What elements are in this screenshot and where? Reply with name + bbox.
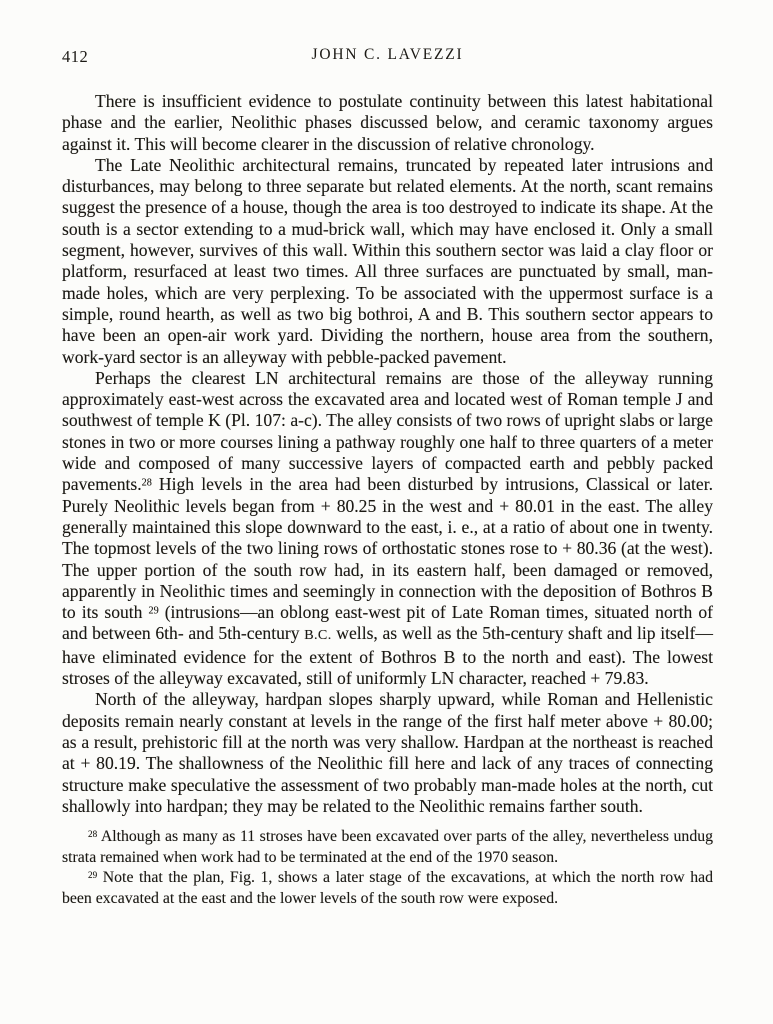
page-header <box>62 46 713 68</box>
body-paragraph <box>62 368 713 689</box>
small-caps-text: B.C. <box>304 627 332 644</box>
text-run: Although as many as 11 stroses have been excavated over parts of the alley, nevertheless undug strata remained when work had to be terminated at the end of the 1970 season. <box>62 828 714 866</box>
text-run: wells, as well as the 5th-century shaft and lip itself—have eliminated evidence for the extent of Bothros B to the north and east). The lowest stroses of the alleyway excavated, still of uniformly LN character, reached + 79.83. <box>62 623 713 689</box>
footnotes-section <box>62 827 713 909</box>
body-paragraph <box>62 155 713 368</box>
running-head-author: JOHN C. LAVEZZI <box>311 46 464 63</box>
page-number: 412 <box>62 47 89 66</box>
footnote-marker: 28 <box>88 828 98 839</box>
article-body <box>62 91 713 817</box>
text-run: Perhaps the clearest LN architectural remains are those of the alleyway running approximately east-west across the excavated area and located west of Roman temple J and southwest of temple K (Pl. 107: a-c). The alley consists of two rows of upright slabs or large stones in two or more courses lining a pathway roughly one half to three quarters of a meter wide and composed of many successive layers of compacted earth and pebbly packed pavements. <box>62 367 713 495</box>
footnote <box>62 868 713 909</box>
text-run: There is insufficient evidence to postulate continuity between this latest habitational phase and the earlier, Neolithic phases discussed below, and ceramic taxonomy argues against it. This will become clearer in the discussion of relative chronology. <box>62 91 713 154</box>
footnote-marker: 29 <box>88 870 98 881</box>
text-run: The Late Neolithic architectural remains, truncated by repeated later intrusions and disturbances, may belong to three separate but related elements. At the north, scant remains suggest the presence of a house, though the area is too destroyed to indicate its shape. At the south is a sector extending to a mud-brick wall, which may have enclosed it. Only a small segment, however, survives of this wall. Within this southern sector was laid a clay floor or platform, resurfaced at least two times. All three surfaces are punctuated by small, man-made holes, which are very perplexing. To be associated with the uppermost surface is a simple, round hearth, as well as two big bothroi, A and B. This southern sector appears to have been an open-air work yard. Dividing the northern, house area from the southern, work-yard sector is an alleyway with pebble-packed pavement. <box>62 154 713 367</box>
footnote-reference: 28 <box>141 477 152 489</box>
body-paragraph <box>62 689 713 817</box>
footnote <box>62 827 713 868</box>
footnote-reference: 29 <box>148 605 159 617</box>
text-run: North of the alleyway, hardpan slopes sharply upward, while Roman and Hellenistic deposits remain nearly constant at levels in the range of the first half meter above + 80.00; as a result, prehistoric fill at the north was very shallow. Hardpan at the northeast is reached at + 80.19. The shallowness of the Neolithic fill here and lack of any traces of connecting structure make speculative the assessment of two probably man-made holes at the north, cut shallowly into hardpan; they may be related to the Neolithic remains farther south. <box>62 689 713 816</box>
text-run: (intrusions—an oblong east-west pit of Late Roman times, situated north of and between 6th- and 5th-century <box>62 602 713 644</box>
body-paragraph <box>62 91 713 155</box>
text-run: High levels in the area had been disturbed by intrusions, Classical or later. Purely Neolithic levels began from + 80.25 in the west and + 80.01 in the east. The alley generally maintained this slope downward to the east, i. e., at a ratio of about one in twenty. The topmost levels of the two lining rows of orthostatic stones rose to + 80.36 (at the west). The upper portion of the south row had, in its eastern half, been damaged or removed, apparently in Neolithic times and seemingly in connection with the deposition of Bothros B to its south <box>62 474 713 623</box>
text-run: Note that the plan, Fig. 1, shows a later stage of the excavations, at which the north row had been excavated at the east and the lower levels of the south row were exposed. <box>62 869 713 907</box>
